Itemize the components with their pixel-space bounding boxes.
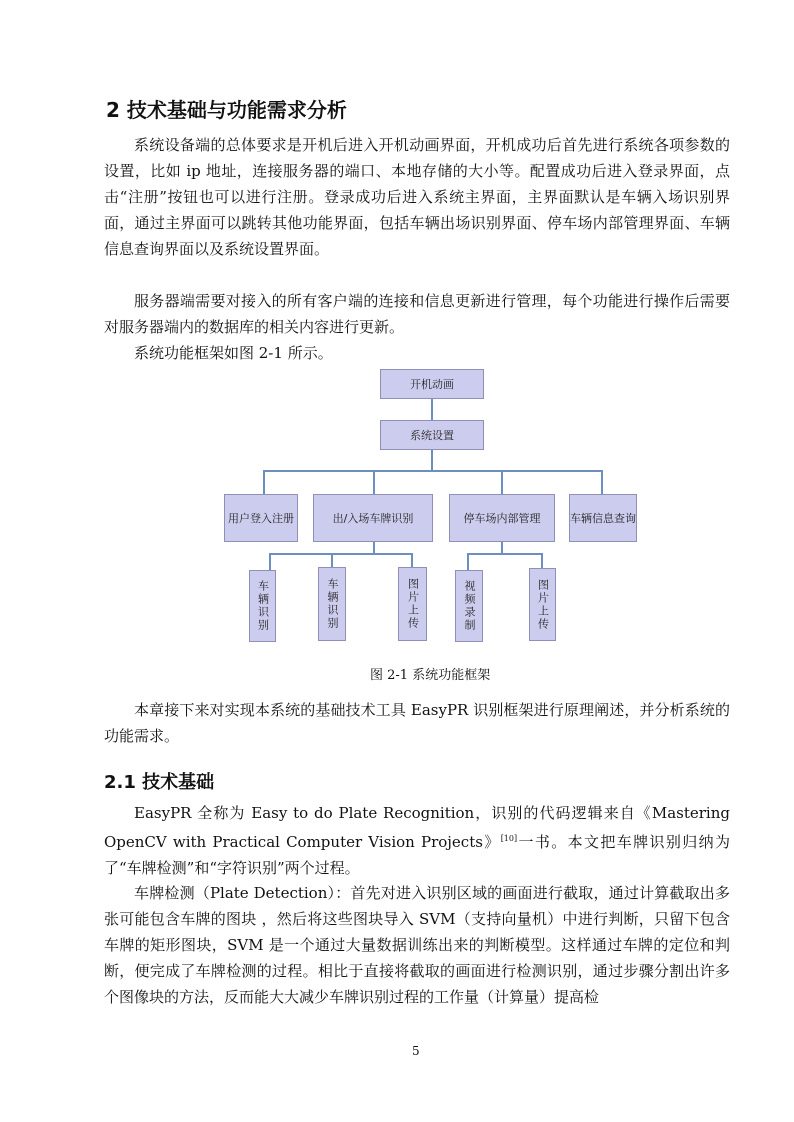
connector-line: [601, 470, 603, 494]
box-image-upload-1: 图片上传: [398, 567, 427, 641]
connector-line: [501, 470, 503, 494]
section-paragraph-1: [104, 800, 730, 881]
citation-ref: [10]: [500, 834, 518, 843]
chapter-heading: 2 技术基础与功能需求分析: [106, 98, 347, 122]
section-paragraph-1-text-a: EasyPR 全称为 Easy to do Plate Recognition，识别的代码逻辑来自《Mastering OpenCV with Practical Computer Vision Projects》: [104, 804, 730, 851]
box-vehicle-query: 车辆信息查询: [569, 494, 637, 542]
intro-paragraph-1: 系统设备端的总体要求是开机后进入开机动画界面，开机成功后首先进行系统各项参数的设置，比如 ip 地址，连接服务器的端口、本地存储的大小等。配置成功后进入登录界面，点击“注册”按钮也可以进行注册。登录成功后进入系统主界面，主界面默认是车辆入场识别界面，通过主界面可以跳转其他功能界面，包括车辆出场识别界面、停车场内部管理界面、车辆信息查询界面以及系统设置界面。: [104, 136, 730, 258]
connector-line: [431, 449, 433, 471]
box-boot-animation: 开机动画: [380, 369, 484, 399]
intro-paragraph-3: 系统功能框架如图 2-1 所示。: [134, 344, 333, 362]
box-parking-management: 停车场内部管理: [449, 494, 555, 542]
box-image-upload-2: 图片上传: [529, 568, 556, 641]
connector-line: [411, 553, 413, 567]
box-entry-exit-recognition: 出/入场车牌识别: [313, 494, 433, 542]
connector-line: [467, 553, 543, 555]
connector-line: [263, 470, 265, 494]
section-heading: 2.1 技术基础: [104, 772, 215, 793]
connector-line: [269, 553, 413, 555]
connector-line: [269, 553, 271, 570]
box-system-settings: 系统设置: [380, 420, 484, 450]
after-figure-paragraph: 本章接下来对实现本系统的基础技术工具 EasyPR 识别框架进行原理阐述，并分析系统的功能需求。: [104, 701, 730, 745]
connector-line: [373, 470, 375, 494]
box-video-recording: 视频录制: [455, 570, 483, 642]
connector-line: [263, 470, 603, 472]
connector-line: [331, 553, 333, 567]
connector-line: [541, 553, 543, 568]
section-paragraph-1-text-b: 一书。本文把车牌识别归纳为了“车牌检测”和“字符识别”两个过程。: [104, 833, 730, 877]
box-user-login: 用户登入注册: [224, 494, 298, 542]
box-vehicle-recognition-1: 车辆识别: [249, 570, 276, 642]
connector-line: [431, 398, 433, 420]
box-vehicle-recognition-2: 车辆识别: [318, 567, 346, 641]
figure-caption: 图 2-1 系统功能框架: [370, 668, 491, 683]
section-paragraph-2: 车牌检测（Plate Detection）：首先对进入识别区域的画面进行截取，通过计算截取出多张可能包含车牌的图块 ，然后将这些图块导入 SVM（支持向量机）中进行判断，只留下包含车牌的矩形图块，SVM 是一个通过大量数据训练出来的判断模型。这样通过车牌的定位和判断，便完成了车牌检测的过程。相比于直接将截取的画面进行检测识别，通过步骤分割出许多个图像块的方法，反而能大大减少车牌识别过程的工作量（计算量）提高检: [104, 884, 730, 1006]
intro-paragraph-2: 服务器端需要对接入的所有客户端的连接和信息更新进行管理，每个功能进行操作后需要对服务器端内的数据库的相关内容进行更新。: [104, 292, 730, 336]
page-number: 5: [412, 1044, 420, 1058]
connector-line: [467, 553, 469, 570]
